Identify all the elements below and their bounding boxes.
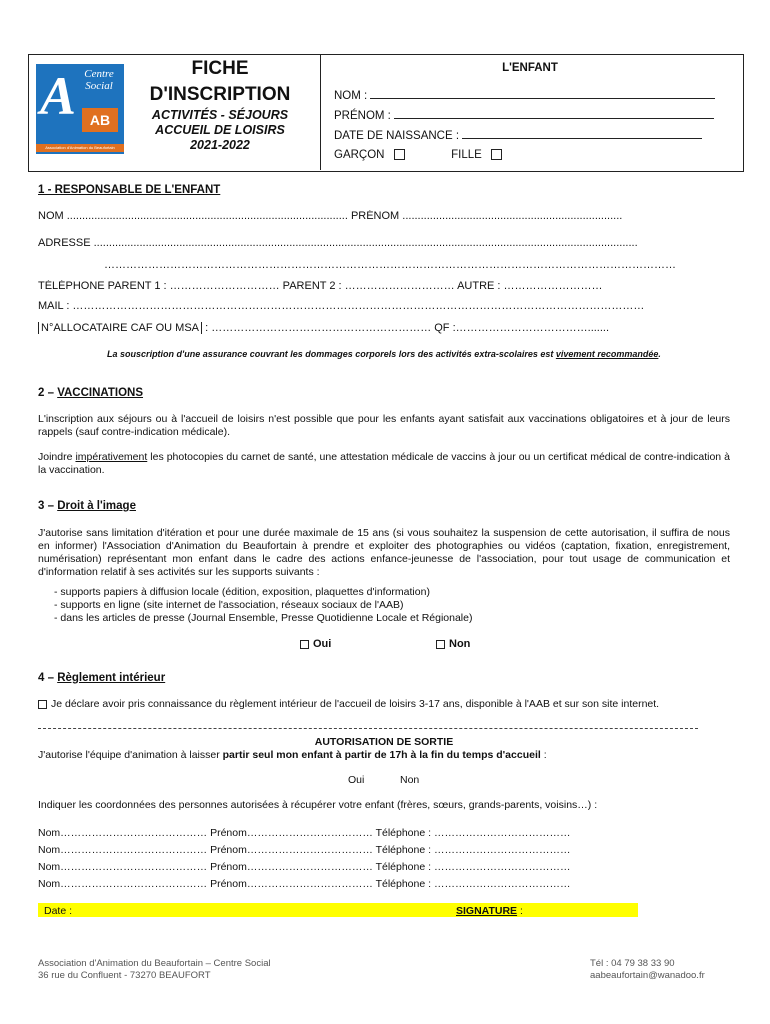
image-rights-paragraph: J'autorise sans limitation d'itération et pour une durée maximale de 15 ans (si vous souhaitez la suspension de cette autorisation, il suffira de nous en informer) l'Association d'Animation du Beaufortain à prendre et exploiter des photographies ou vidéos (captation, fixation, enregistrement, numérisation) représentant mon enfant dans le cadre des actions enfance-jeunesse de l'association, pour tout usage de communication et d'information relatif à ses activités sur les supports suivants : bbox=[38, 527, 730, 578]
assurance-note-end: . bbox=[658, 349, 661, 359]
image-oui-option[interactable] bbox=[300, 638, 331, 650]
footer-email[interactable]: aabeaufortain@wanadoo.fr bbox=[590, 970, 705, 981]
title-line-1: FICHE bbox=[191, 58, 249, 79]
section-2-title bbox=[38, 387, 143, 399]
sortie-non[interactable]: Non bbox=[400, 774, 420, 786]
reglement-checkbox[interactable] bbox=[38, 700, 47, 709]
caf-field[interactable]: : …………………………………………………… QF :………………………………....... bbox=[202, 322, 610, 334]
section-2-number: 2 – bbox=[38, 387, 58, 399]
form-subtitle bbox=[130, 108, 310, 153]
logo-letter: A bbox=[40, 66, 77, 126]
supports-list bbox=[54, 586, 472, 625]
child-gender-row bbox=[334, 149, 502, 161]
sortie-instructions: Indiquer les coordonnées des personnes autorisées à récupérer votre enfant (frères, sœurs, grands-parents, voisins…) : bbox=[38, 799, 598, 811]
mail-line[interactable]: MAIL : ………………………………………………………………………………………………………………………………………… bbox=[38, 300, 645, 312]
list-item: - supports en ligne (site internet de l'association, réseaux sociaux de l'AAB) bbox=[54, 599, 404, 611]
vaccination-p2-emphasis: impérativement bbox=[75, 451, 148, 463]
date-signature-band bbox=[38, 903, 638, 917]
subtitle-line-2: ACCUEIL DE LOISIRS bbox=[155, 123, 285, 137]
assurance-note-text: La souscription d'une assurance couvrant les dommages corporels lors des activités extra-scolaires est bbox=[107, 349, 556, 359]
child-birthdate-row bbox=[334, 128, 702, 142]
image-non-option[interactable] bbox=[436, 638, 470, 650]
non-label: Non bbox=[449, 638, 471, 650]
telephone-line[interactable]: TÉLÉPHONE PARENT 1 : ………………………… PARENT 2 : ………………………… AUTRE : ……………………… bbox=[38, 280, 603, 292]
section-4-number: 4 – bbox=[38, 672, 58, 684]
fille-checkbox[interactable] bbox=[491, 149, 502, 160]
non-checkbox[interactable] bbox=[436, 640, 445, 649]
date-label[interactable]: Date : bbox=[44, 905, 73, 917]
sortie-line-bold: partir seul mon enfant à partir de 17h à la fin du temps d'accueil bbox=[222, 749, 541, 761]
adresse-line[interactable]: ADRESSE .................................................................................................................................................................................. bbox=[38, 237, 638, 249]
section-4-title-text: Règlement intérieur bbox=[57, 672, 166, 684]
subtitle-line-1: ACTIVITÉS - SÉJOURS bbox=[151, 108, 289, 122]
fille-label: FILLE bbox=[451, 149, 482, 161]
aab-logo bbox=[36, 64, 124, 154]
subtitle-year: 2021-2022 bbox=[190, 138, 250, 152]
caf-line[interactable] bbox=[38, 322, 730, 334]
signature-label[interactable] bbox=[456, 905, 523, 917]
child-birthdate-label: DATE DE NAISSANCE : bbox=[334, 130, 460, 142]
header-divider bbox=[320, 54, 321, 170]
section-1-title-text: 1 - RESPONSABLE DE L'ENFANT bbox=[38, 184, 221, 196]
reglement-text: Je déclare avoir pris connaissance du règlement intérieur de l'accueil de loisirs 3-17 ans, disponible à l'AAB et sur son site internet. bbox=[51, 698, 660, 710]
child-nom-field[interactable] bbox=[370, 88, 715, 99]
logo-script: Centre Social bbox=[84, 68, 114, 92]
footer-phone: Tél : 04 79 38 33 90 bbox=[590, 958, 675, 969]
form-title bbox=[130, 56, 310, 108]
oui-checkbox[interactable] bbox=[300, 640, 309, 649]
dashed-separator bbox=[38, 728, 698, 729]
sortie-line-start: J'autorise l'équipe d'animation à laisser bbox=[38, 749, 223, 761]
reglement-declaration[interactable] bbox=[38, 698, 730, 710]
child-birthdate-field[interactable] bbox=[462, 128, 702, 139]
section-3-title-text: Droit à l'image bbox=[57, 500, 136, 512]
child-nom-label: NOM : bbox=[334, 90, 368, 102]
logo-badge: AB bbox=[82, 108, 118, 132]
section-1-title bbox=[38, 184, 220, 196]
responsable-nom-line[interactable]: NOM ............................................................................................ PRÉNOM ........................................................................ bbox=[38, 210, 623, 222]
logo-tagline: Association d'Animation du Beaufortain bbox=[36, 144, 124, 152]
sortie-title: AUTORISATION DE SORTIE bbox=[314, 736, 454, 748]
list-item: - dans les articles de presse (Journal Ensemble, Presse Quotidienne Locale et Régionale) bbox=[54, 612, 473, 624]
sortie-line-end: : bbox=[540, 749, 547, 761]
child-prenom-label: PRÉNOM : bbox=[334, 110, 391, 122]
footer-org-name: Association d'Animation du Beaufortain – Centre Social bbox=[38, 958, 271, 969]
signature-colon: : bbox=[517, 905, 523, 917]
vaccination-p2-end: les photocopies du carnet de santé, une attestation médicale de vaccins à jour ou un certificat médical de contre-indication à la vaccination. bbox=[38, 451, 731, 476]
child-nom-row bbox=[334, 88, 715, 102]
child-prenom-row bbox=[334, 108, 714, 122]
person-row[interactable]: Nom…………………………………… Prénom……………………………… Téléphone : ………………………………… bbox=[38, 827, 571, 839]
list-item: - supports papiers à diffusion locale (édition, exposition, plaquettes d'information) bbox=[54, 586, 430, 598]
sortie-authorisation-line bbox=[38, 749, 730, 761]
caf-label: N°ALLOCATAIRE CAF OU MSA bbox=[38, 322, 202, 334]
section-3-number: 3 – bbox=[38, 500, 58, 512]
adresse-line-2[interactable]: ………………………………………………………………………………………………………………………………………… bbox=[104, 259, 676, 271]
person-row[interactable]: Nom…………………………………… Prénom……………………………… Téléphone : ………………………………… bbox=[38, 878, 571, 890]
footer-address bbox=[38, 958, 271, 982]
enfant-heading: L'ENFANT bbox=[502, 62, 558, 74]
person-row[interactable]: Nom…………………………………… Prénom……………………………… Téléphone : ………………………………… bbox=[38, 844, 571, 856]
vaccination-paragraph-2 bbox=[38, 451, 730, 477]
title-line-2: D'INSCRIPTION bbox=[149, 84, 291, 105]
garcon-label: GARÇON bbox=[334, 149, 385, 161]
section-3-title bbox=[38, 500, 136, 512]
vaccination-p2-start: Joindre bbox=[38, 451, 76, 463]
sortie-oui[interactable]: Oui bbox=[348, 774, 365, 786]
assurance-note bbox=[38, 349, 730, 359]
section-2-title-text: VACCINATIONS bbox=[57, 387, 144, 399]
vaccination-paragraph-1: L'inscription aux séjours ou à l'accueil de loisirs n'est possible que pour les enfants ayant satisfait aux vaccinations obligatoires et à jour de leurs rappels (sauf contre-indication médicale). bbox=[38, 413, 730, 438]
child-prenom-field[interactable] bbox=[394, 108, 714, 119]
oui-label: Oui bbox=[313, 638, 332, 650]
assurance-note-emphasis: vivement recommandée bbox=[555, 349, 659, 359]
signature-text: SIGNATURE bbox=[456, 905, 518, 917]
garcon-checkbox[interactable] bbox=[394, 149, 405, 160]
person-row[interactable]: Nom…………………………………… Prénom……………………………… Téléphone : ………………………………… bbox=[38, 861, 571, 873]
footer-contact bbox=[590, 958, 705, 982]
footer-street: 36 rue du Confluent - 73270 BEAUFORT bbox=[38, 970, 211, 981]
section-4-title bbox=[38, 672, 165, 684]
